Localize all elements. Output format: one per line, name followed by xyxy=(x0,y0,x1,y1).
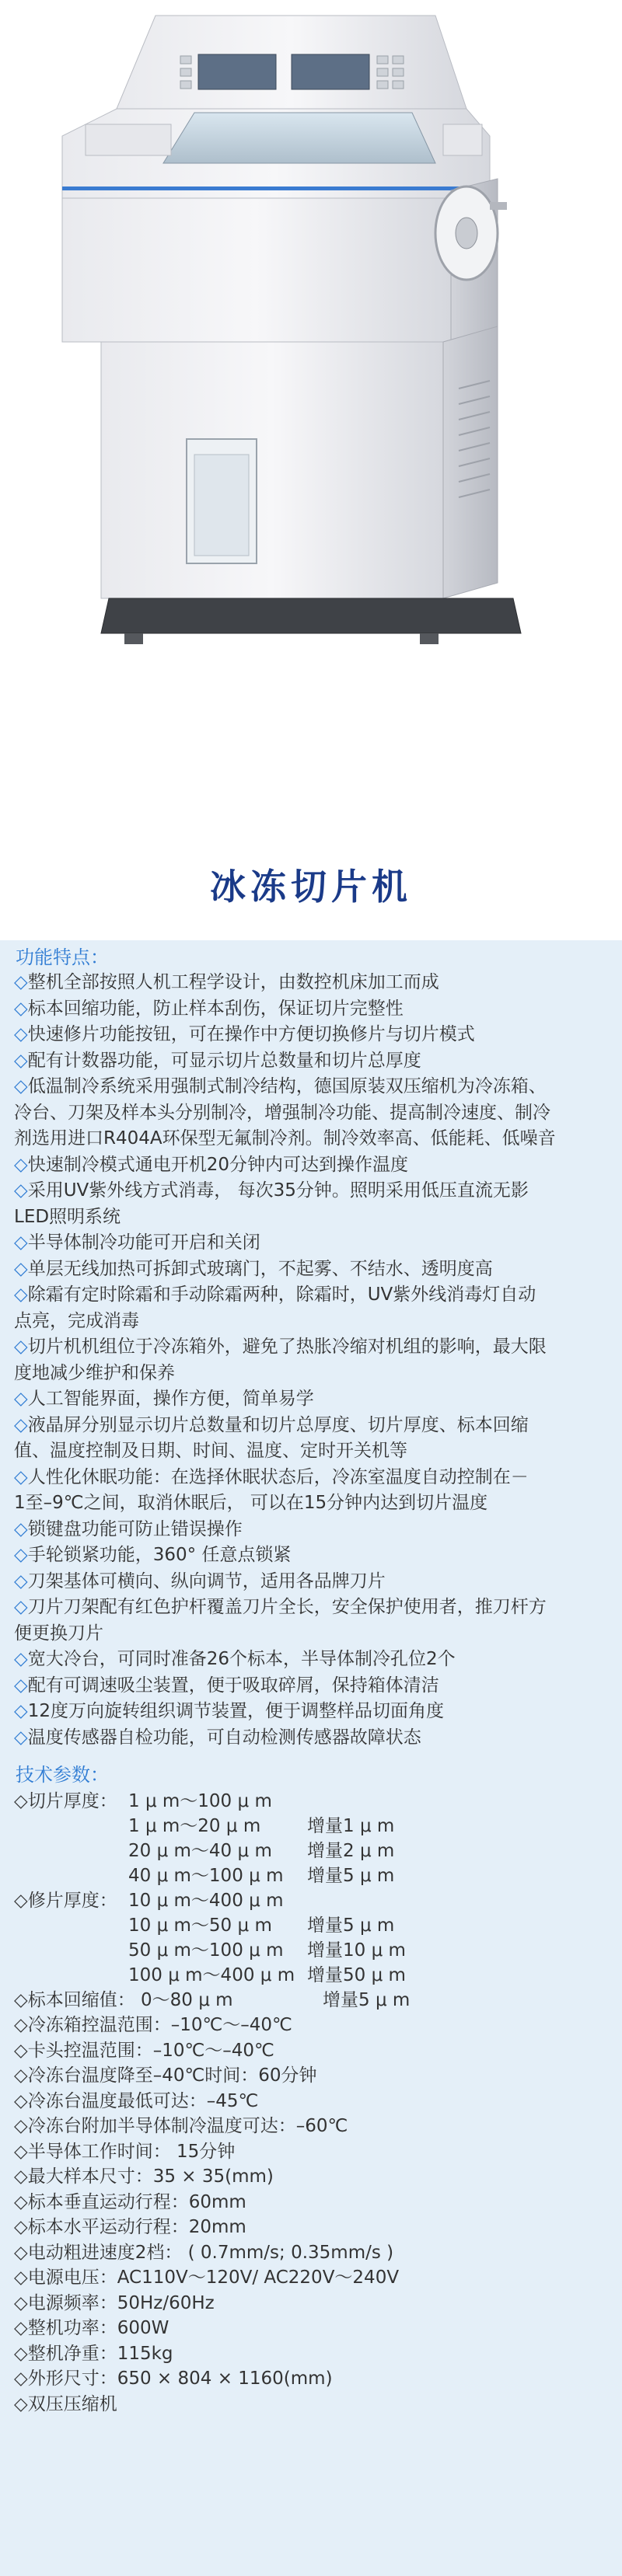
feature-text: 人工智能界面，操作方便，简单易学 xyxy=(27,1389,314,1409)
spec-line: ◇冷冻台附加半导体制冷温度可达：–60℃ xyxy=(14,2116,348,2136)
feature-text: 值、温度控制及日期、时间、温度、定时开关机等 xyxy=(14,1441,407,1461)
feature-line xyxy=(14,1386,613,1411)
feature-text: 半导体制冷功能可开启和关闭 xyxy=(27,1232,260,1253)
spec-line: ◇标本水平运动行程：20mm xyxy=(14,2217,246,2237)
diamond-bullet-icon: ◇ xyxy=(14,1232,28,1253)
feature-line xyxy=(14,1517,613,1542)
feature-line xyxy=(14,996,613,1021)
diamond-bullet-icon: ◇ xyxy=(14,1518,28,1539)
spec-line: ◇最大样本尺寸：35 × 35(mm) xyxy=(14,2166,274,2187)
spec-sub-range: 10 μ m～50 μ m xyxy=(128,1915,272,1936)
feature-text: 人性化休眠功能：在选择休眠状态后，冷冻室温度自动控制在－ xyxy=(27,1466,529,1487)
spec-line: ◇电源电压：AC110V～120V/ AC220V～240V xyxy=(14,2268,400,2288)
diamond-bullet-icon: ◇ xyxy=(14,1389,28,1409)
feature-line xyxy=(14,1438,613,1463)
feature-text: 液晶屏分别显示切片总数量和切片总厚度、切片厚度、标本回缩 xyxy=(27,1414,529,1435)
feature-text: 切片机机组位于冷冻箱外，避免了热胀冷缩对机组的影响，最大限 xyxy=(27,1337,547,1357)
feature-line xyxy=(14,1178,613,1203)
feature-text: 标本回缩功能，防止样本刮伤，保证切片完整性 xyxy=(27,998,404,1019)
feature-text: 点亮，完成消毒 xyxy=(14,1310,139,1331)
spec-sub-range: 100 μ m～400 μ m xyxy=(128,1965,295,1985)
diamond-bullet-icon: ◇ xyxy=(14,1414,28,1435)
feature-line xyxy=(14,1282,613,1307)
feature-line xyxy=(14,1647,613,1671)
feature-text: 配有可调速吸尘装置，便于吸取碎屑，保持箱体清洁 xyxy=(27,1675,439,1696)
spec-trim-range: 10 μ m～400 μ m xyxy=(128,1891,284,1911)
feature-text: 手轮锁紧功能，360° 任意点锁紧 xyxy=(27,1545,292,1565)
spec-line: ◇冷冻箱控温范围：–10℃～–40℃ xyxy=(14,2015,292,2035)
feature-text: LED照明系统 xyxy=(14,1206,121,1227)
feature-line xyxy=(14,1230,613,1255)
feature-line xyxy=(14,1413,613,1438)
spec-sub-step: 增量2 μ m xyxy=(307,1841,395,1861)
page-title: 冰冻切片机 xyxy=(210,866,412,908)
spec-line: ◇半导体工作时间： 15分钟 xyxy=(14,2141,236,2162)
spec-trim-label: ◇修片厚度： xyxy=(14,1891,117,1911)
spec-sub-range: 40 μ m～100 μ m xyxy=(128,1866,284,1886)
feature-text: 度地减少维护和保养 xyxy=(14,1362,175,1383)
feature-line xyxy=(14,1100,613,1125)
diamond-bullet-icon: ◇ xyxy=(14,1285,28,1305)
feature-line xyxy=(14,1465,613,1490)
feature-text: 剂选用进口R404A环保型无氟制冷剂。制冷效率高、低能耗、低噪音 xyxy=(14,1128,556,1149)
spec-line: ◇冷冻台温度最低可达：–45℃ xyxy=(14,2090,259,2111)
spec-sub-step: 增量50 μ m xyxy=(307,1965,406,1985)
feature-line xyxy=(14,1022,613,1047)
feature-text: 低温制冷系统采用强制式制冷结构，德国原装双压缩机为冷冻箱、 xyxy=(27,1076,547,1096)
diamond-bullet-icon: ◇ xyxy=(14,998,28,1019)
diamond-bullet-icon: ◇ xyxy=(14,1570,28,1591)
diamond-bullet-icon: ◇ xyxy=(14,1076,28,1096)
feature-text: 锁键盘功能可防止错误操作 xyxy=(27,1518,243,1539)
feature-line xyxy=(14,970,613,995)
feature-line xyxy=(14,1621,613,1646)
diamond-bullet-icon: ◇ xyxy=(14,1675,28,1696)
feature-line xyxy=(14,1542,613,1567)
diamond-bullet-icon: ◇ xyxy=(14,1024,28,1044)
feature-line xyxy=(14,1334,613,1359)
feature-line xyxy=(14,1152,613,1177)
feature-line xyxy=(14,1673,613,1698)
spec-line: ◇电动粗进速度2档： ( 0.7mm/s; 0.35mm/s ) xyxy=(14,2242,394,2263)
product-photo xyxy=(0,0,622,925)
spec-cut-range: 1 μ m～100 μ m xyxy=(128,1791,272,1811)
feature-text: 除霜有定时除霜和手动除霜两种，除霜时，UV紫外线消毒灯自动 xyxy=(27,1285,536,1305)
feature-line xyxy=(14,1048,613,1073)
spec-retract: ◇标本回缩值： 0～80 μ m xyxy=(14,1990,233,2010)
diamond-bullet-icon: ◇ xyxy=(14,972,28,992)
features-heading: 功能特点： xyxy=(16,946,109,968)
feature-line xyxy=(14,1257,613,1281)
spec-sub-step: 增量1 μ m xyxy=(307,1816,395,1836)
cryostat-machine-illustration xyxy=(0,0,622,777)
diamond-bullet-icon: ◇ xyxy=(14,1180,28,1201)
feature-text: 单层无线加热可拆卸式玻璃门，不起雾、不结水、透明度高 xyxy=(27,1258,493,1279)
spec-panel xyxy=(0,940,622,2576)
feature-text: 冷台、刀架及样本头分别制冷，增强制冷功能、提高制冷速度、制冷 xyxy=(14,1102,550,1123)
diamond-bullet-icon: ◇ xyxy=(14,1597,28,1617)
spec-sub-step: 增量10 μ m xyxy=(307,1940,406,1961)
diamond-bullet-icon: ◇ xyxy=(14,1258,28,1279)
feature-text: 刀架基体可横向、纵向调节，适用各品牌刀片 xyxy=(27,1570,386,1591)
spec-line: ◇整机净重：115kg xyxy=(14,2343,173,2364)
feature-text: 整机全部按照人机工程学设计，由数控机床加工而成 xyxy=(27,972,439,992)
feature-line xyxy=(14,1569,613,1594)
feature-line xyxy=(14,1595,613,1619)
diamond-bullet-icon: ◇ xyxy=(14,1050,28,1071)
feature-line xyxy=(14,1699,613,1724)
spec-retract-step: 增量5 μ m xyxy=(323,1990,411,2010)
spec-line: ◇标本垂直运动行程：60mm xyxy=(14,2191,246,2212)
diamond-bullet-icon: ◇ xyxy=(14,1649,28,1669)
diamond-bullet-icon: ◇ xyxy=(14,1154,28,1175)
feature-text: 便更换刀片 xyxy=(14,1623,103,1644)
spec-line: ◇卡头控温范围：–10℃～–40℃ xyxy=(14,2040,274,2061)
feature-text: 配有计数器功能，可显示切片总数量和切片总厚度 xyxy=(27,1050,421,1071)
diamond-bullet-icon: ◇ xyxy=(14,1466,28,1487)
spec-line: ◇双压压缩机 xyxy=(14,2393,117,2414)
spec-line: ◇冷冻台温度降至–40℃时间：60分钟 xyxy=(14,2065,317,2086)
spec-line: ◇电源频率：50Hz/60Hz xyxy=(14,2292,215,2313)
feature-line xyxy=(14,1361,613,1386)
feature-line xyxy=(14,1309,613,1333)
feature-text: 12度万向旋转组织调节装置，便于调整样品切面角度 xyxy=(27,1701,444,1721)
feature-line xyxy=(14,1074,613,1099)
feature-text: 快速修片功能按钮，可在操作中方便切换修片与切片模式 xyxy=(27,1024,475,1044)
feature-text: 刀片刀架配有红色护杆覆盖刀片全长，安全保护使用者，推刀杆方 xyxy=(27,1597,547,1617)
feature-text: 1至–9℃之间，取消休眠后， 可以在15分钟内达到切片温度 xyxy=(14,1493,488,1513)
spec-line: ◇外形尺寸：650 × 804 × 1160(mm) xyxy=(14,2369,333,2389)
spec-sub-range: 1 μ m～20 μ m xyxy=(128,1816,261,1836)
feature-text: 温度传感器自检功能，可自动检测传感器故障状态 xyxy=(27,1727,421,1748)
spec-sub-step: 增量5 μ m xyxy=(307,1866,395,1886)
feature-text: 快速制冷模式通电开机20分钟内可达到操作温度 xyxy=(27,1154,408,1175)
spec-line: ◇整机功率：600W xyxy=(14,2318,169,2338)
diamond-bullet-icon: ◇ xyxy=(14,1701,28,1721)
feature-line xyxy=(14,1204,613,1229)
spec-sub-range: 50 μ m～100 μ m xyxy=(128,1940,284,1961)
diamond-bullet-icon: ◇ xyxy=(14,1337,28,1357)
feature-text: 宽大冷台，可同时准备26个标本，半导体制冷孔位2个 xyxy=(27,1649,456,1669)
feature-line xyxy=(14,1490,613,1515)
feature-line xyxy=(14,1725,613,1750)
feature-line xyxy=(14,1126,613,1151)
spec-sub-range: 20 μ m～40 μ m xyxy=(128,1841,272,1861)
specs-heading: 技术参数： xyxy=(16,1764,109,1786)
spec-cut-label: ◇切片厚度： xyxy=(14,1791,117,1811)
spec-sub-step: 增量5 μ m xyxy=(307,1915,395,1936)
feature-text: 采用UV紫外线方式消毒， 每次35分钟。照明采用低压直流无影 xyxy=(27,1180,529,1201)
diamond-bullet-icon: ◇ xyxy=(14,1727,28,1748)
diamond-bullet-icon: ◇ xyxy=(14,1545,28,1565)
